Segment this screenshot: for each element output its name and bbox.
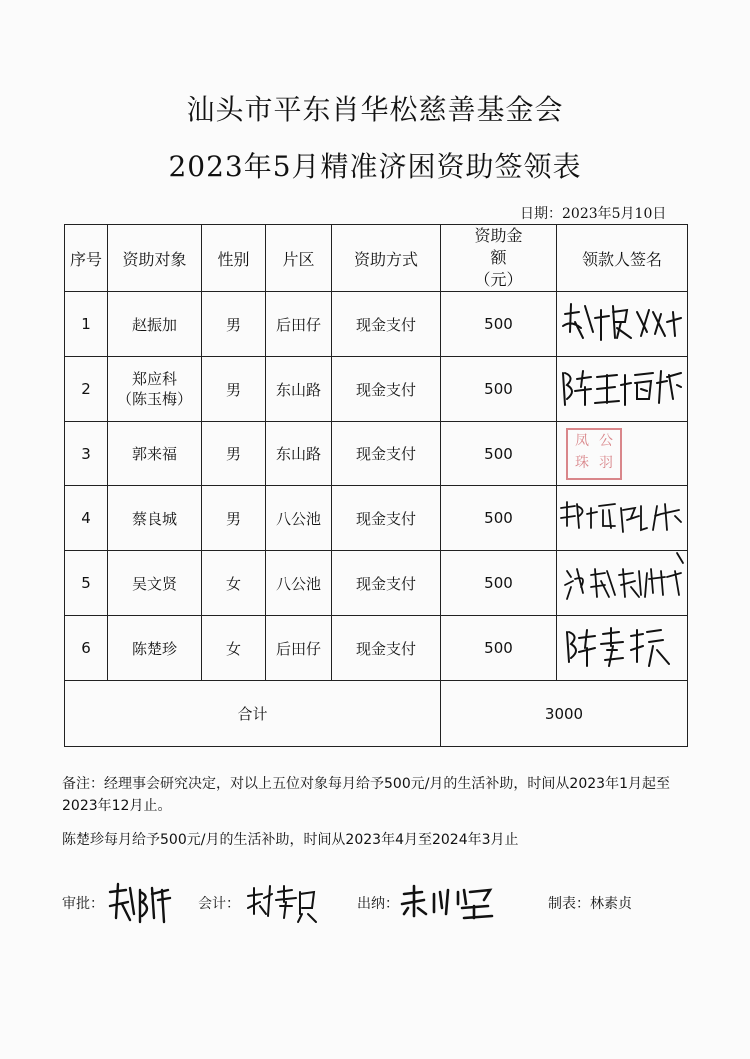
row-signature (557, 357, 688, 422)
sign-table (64, 224, 688, 747)
row-method: 现金支付 (332, 486, 441, 551)
header-signature: 领款人签名 (557, 225, 688, 292)
row-gender: 女 (202, 616, 266, 681)
row-area: 东山路 (266, 357, 332, 422)
table-row (65, 551, 688, 616)
handwritten-signature (557, 292, 687, 352)
cashier-signature (400, 878, 500, 926)
header-no: 序号 (65, 225, 108, 292)
handwritten-signature (557, 357, 687, 417)
header-recipient: 资助对象 (108, 225, 202, 292)
approve-signature (106, 878, 176, 932)
row-name-main: 郑应科 (131, 370, 177, 388)
row-method: 现金支付 (332, 422, 441, 486)
row-no: 4 (65, 486, 108, 551)
row-amount: 500 (441, 422, 557, 486)
row-name: 赵振加 (108, 292, 202, 357)
accountant-label: 会计： (198, 896, 240, 912)
document-title: 汕头市平东肖华松慈善基金会 (186, 93, 564, 126)
row-area: 八公池 (266, 551, 332, 616)
row-amount: 500 (441, 292, 557, 357)
row-area: 八公池 (266, 486, 332, 551)
row-no: 2 (65, 357, 108, 422)
row-amount: 500 (441, 551, 557, 616)
row-name-proxy: （陈玉梅） (116, 390, 192, 408)
row-method: 现金支付 (332, 292, 441, 357)
maker-label: 制表：林素贞 (548, 896, 632, 912)
row-gender: 男 (202, 357, 266, 422)
row-no: 1 (65, 292, 108, 357)
row-area: 东山路 (266, 422, 332, 486)
row-name: 吴文贤 (108, 551, 202, 616)
row-signature (557, 422, 688, 486)
table-row (65, 486, 688, 551)
header-area: 片区 (266, 225, 332, 292)
row-no: 3 (65, 422, 108, 486)
row-signature (557, 292, 688, 357)
row-name (108, 357, 202, 422)
handwritten-signature (557, 486, 687, 546)
accountant-signature (244, 878, 324, 932)
row-name: 郭来福 (108, 422, 202, 486)
note-primary: 备注：经理事会研究决定，对以上五位对象每月给予500元/月的生活补助，时间从2023年1月起至2023年12月止。 (62, 776, 670, 814)
row-signature (557, 486, 688, 551)
row-method: 现金支付 (332, 551, 441, 616)
row-no: 5 (65, 551, 108, 616)
seal-stamp: 凤 公 珠 羽 (566, 428, 622, 480)
table-row (65, 422, 688, 486)
row-gender: 男 (202, 486, 266, 551)
row-name: 蔡良城 (108, 486, 202, 551)
handwritten-signature (557, 616, 687, 676)
table-row (65, 357, 688, 422)
note-secondary: 陈楚珍每月给予500元/月的生活补助，时间从2023年4月至2024年3月止 (62, 832, 519, 848)
row-area: 后田仔 (266, 616, 332, 681)
total-value: 3000 (441, 681, 688, 747)
document-subtitle: 2023年5月精准济困资助签领表 (168, 150, 582, 183)
row-gender: 男 (202, 292, 266, 357)
row-amount: 500 (441, 616, 557, 681)
approve-label: 审批： (62, 896, 104, 912)
total-row (65, 681, 688, 747)
document-date: 日期：2023年5月10日 (520, 206, 667, 222)
row-amount: 500 (441, 357, 557, 422)
row-signature (557, 551, 688, 616)
total-label: 合计 (65, 681, 441, 747)
row-method: 现金支付 (332, 616, 441, 681)
row-signature (557, 616, 688, 681)
row-amount: 500 (441, 486, 557, 551)
row-no: 6 (65, 616, 108, 681)
row-name: 陈楚珍 (108, 616, 202, 681)
table-header-row (65, 225, 688, 292)
header-gender: 性别 (202, 225, 266, 292)
header-method: 资助方式 (332, 225, 441, 292)
table-row (65, 292, 688, 357)
table-row (65, 616, 688, 681)
row-gender: 女 (202, 551, 266, 616)
row-gender: 男 (202, 422, 266, 486)
handwritten-signature (557, 551, 687, 611)
cashier-label: 出纳： (357, 896, 399, 912)
row-method: 现金支付 (332, 357, 441, 422)
row-area: 后田仔 (266, 292, 332, 357)
header-amount: 资助金额（元） (441, 225, 557, 292)
